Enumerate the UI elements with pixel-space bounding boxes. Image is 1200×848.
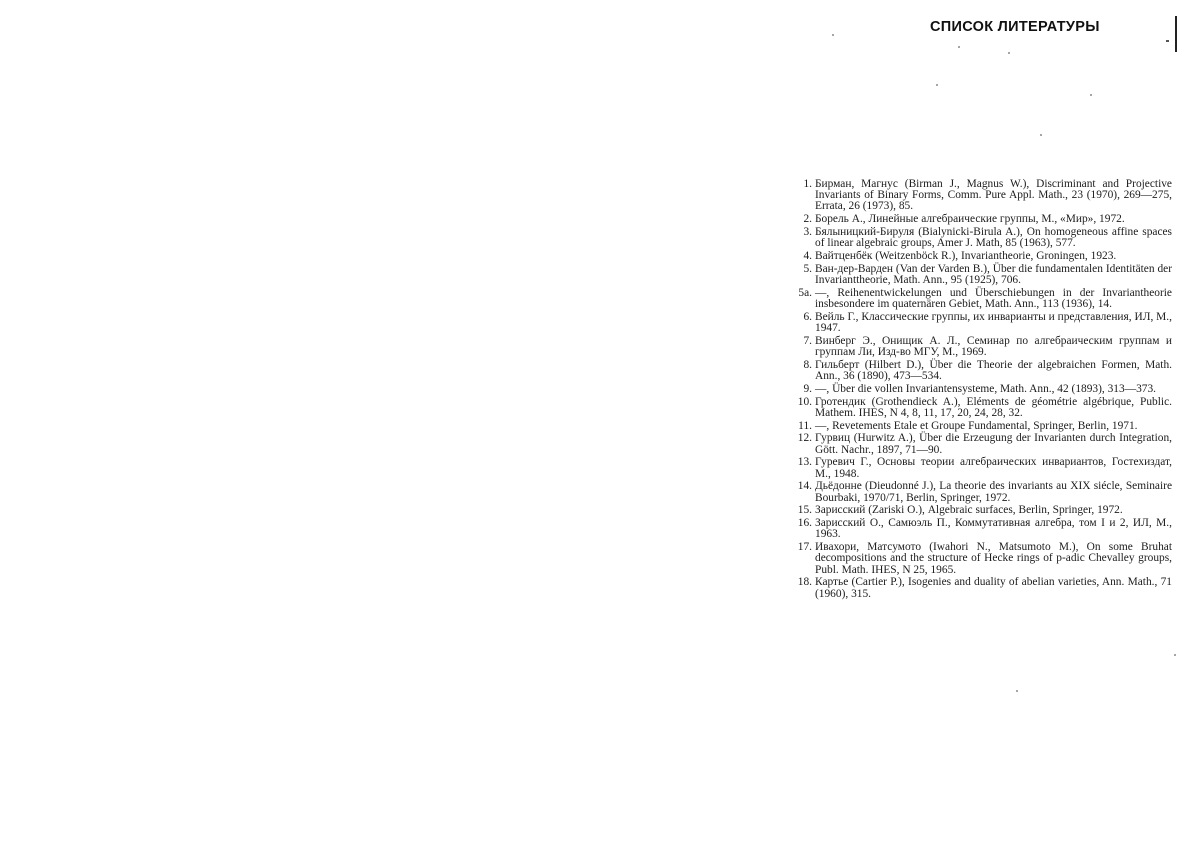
reference-item bbox=[792, 481, 1172, 503]
reference-text: Ван-дер-Варден (Van der Varden B.), Über die fundamentalen Identitäten der Invarianttheorie, Math. Ann., 95 (1925), 706. bbox=[815, 262, 1172, 286]
margin-tick bbox=[1166, 40, 1169, 42]
reference-item bbox=[792, 421, 1172, 432]
reference-number: 16. bbox=[797, 517, 812, 530]
reference-number: 5. bbox=[803, 262, 812, 275]
reference-number: 18. bbox=[797, 576, 812, 589]
reference-number: 15. bbox=[797, 504, 812, 517]
reference-text: Борель А., Линейные алгебраические группы, М., «Мир», 1972. bbox=[815, 213, 1125, 226]
reference-item bbox=[792, 227, 1172, 249]
reference-number: 12. bbox=[797, 432, 812, 445]
reference-text: Гуревич Г., Основы теории алгебраических инвариантов, Гостехиздат, М., 1948. bbox=[815, 456, 1172, 480]
scan-speck bbox=[1040, 134, 1042, 136]
reference-number: 17. bbox=[797, 541, 812, 554]
scan-speck bbox=[958, 46, 960, 48]
reference-text: Картье (Cartier P.), Isogenies and duality of abelian varieties, Ann. Math., 71 (1960), 315. bbox=[815, 576, 1172, 600]
reference-number: 9. bbox=[803, 382, 812, 395]
reference-text: —, Reihenentwickelungen und Überschiebungen in der Invariantheorie insbesondere im quaternären Gebiet, Math. Ann., 113 (1936), 14. bbox=[815, 286, 1172, 310]
reference-item bbox=[792, 360, 1172, 382]
reference-number: 13. bbox=[797, 456, 812, 469]
reference-number: 10. bbox=[797, 395, 812, 408]
scan-speck bbox=[1016, 690, 1018, 692]
reference-item bbox=[792, 179, 1172, 213]
reference-text: Зарисский О., Самюэль П., Коммутативная алгебра, том I и 2, ИЛ, М., 1963. bbox=[815, 517, 1172, 541]
reference-item bbox=[792, 288, 1172, 310]
reference-item bbox=[792, 457, 1172, 479]
reference-text: Вейль Г., Классические группы, их инварианты и представления, ИЛ, М., 1947. bbox=[815, 310, 1172, 334]
page-title: СПИСОК ЛИТЕРАТУРЫ bbox=[930, 19, 1100, 35]
reference-text: Вайтценбёк (Weitzenböck R.), Invariantheorie, Groningen, 1923. bbox=[815, 250, 1117, 262]
reference-item bbox=[792, 397, 1172, 419]
reference-number: 4. bbox=[803, 250, 812, 262]
reference-number: 6. bbox=[803, 310, 812, 323]
reference-number: 2. bbox=[803, 213, 812, 226]
reference-number: 1. bbox=[803, 178, 812, 190]
reference-text: Гротендик (Grothendieck A.), Eléments de géométrie algébrique, Public. Mathem. IHES, N 4, 8, 11, 17, 20, 24, 28, 32. bbox=[815, 395, 1172, 419]
reference-number: 5a. bbox=[798, 286, 812, 299]
scan-speck bbox=[1174, 654, 1176, 656]
reference-text: Бирман, Магнус (Birman J., Magnus W.), Discriminant and Projective Invariants of Binary Forms, Comm. Pure Appl. Math., 23 (1970), 269—275, Errata, 26 (1973), 85. bbox=[815, 178, 1172, 213]
reference-list bbox=[792, 179, 1172, 601]
reference-item bbox=[792, 433, 1172, 455]
reference-item bbox=[792, 214, 1172, 225]
reference-number: 7. bbox=[803, 334, 812, 347]
reference-text: Винберг Э., Онищик А. Л., Семинар по алгебраическим группам и группам Ли, Изд-во МГУ, М., 1969. bbox=[815, 334, 1172, 358]
reference-text: Гурвиц (Hurwitz A.), Über die Erzeugung der Invarianten durch Integration, Gött. Nachr., 1897, 71—90. bbox=[815, 432, 1172, 456]
reference-text: —, Revetements Etale et Groupe Fundamental, Springer, Berlin, 1971. bbox=[815, 419, 1138, 432]
reference-text: —, Über die vollen Invariantensysteme, Math. Ann., 42 (1893), 313—373. bbox=[815, 382, 1157, 395]
margin-mark bbox=[1175, 16, 1177, 52]
scan-speck bbox=[832, 34, 834, 36]
scan-speck bbox=[1008, 52, 1010, 54]
scan-speck bbox=[1090, 94, 1092, 96]
reference-item bbox=[792, 251, 1172, 262]
reference-number: 8. bbox=[803, 358, 812, 371]
reference-number: 11. bbox=[798, 419, 812, 432]
reference-item bbox=[792, 312, 1172, 334]
reference-number: 3. bbox=[803, 226, 812, 238]
reference-item bbox=[792, 336, 1172, 358]
scan-speck bbox=[936, 84, 938, 86]
reference-text: Зарисский (Zariski O.), Algebraic surfaces, Berlin, Springer, 1972. bbox=[815, 504, 1123, 517]
reference-item bbox=[792, 542, 1172, 576]
reference-text: Бялыницкий-Бируля (Bialynicki-Birula A.), On homogeneous affine spaces of linear algebraic groups, Amer J. Math, 85 (1963), 577. bbox=[815, 226, 1172, 250]
reference-text: Дьёдонне (Dieudonné J.), La theorie des invariants au XIX siécle, Seminaire Bourbaki, 1970/71, Berlin, Springer, 1972. bbox=[815, 480, 1172, 504]
reference-item bbox=[792, 577, 1172, 599]
reference-text: Ивахори, Матсумото (Iwahori N., Matsumoto M.), On some Bruhat decompositions and the structure of Hecke rings of p-adic Chevalley groups, Publ. Math. IHES, N 25, 1965. bbox=[815, 541, 1172, 576]
reference-item bbox=[792, 384, 1172, 395]
reference-item bbox=[792, 505, 1172, 516]
reference-item bbox=[792, 264, 1172, 286]
reference-text: Гильберт (Hilbert D.), Über die Theorie der algebraichen Formen, Math. Ann., 36 (1890), 473—534. bbox=[815, 358, 1172, 382]
reference-item bbox=[792, 518, 1172, 540]
reference-number: 14. bbox=[797, 480, 812, 493]
